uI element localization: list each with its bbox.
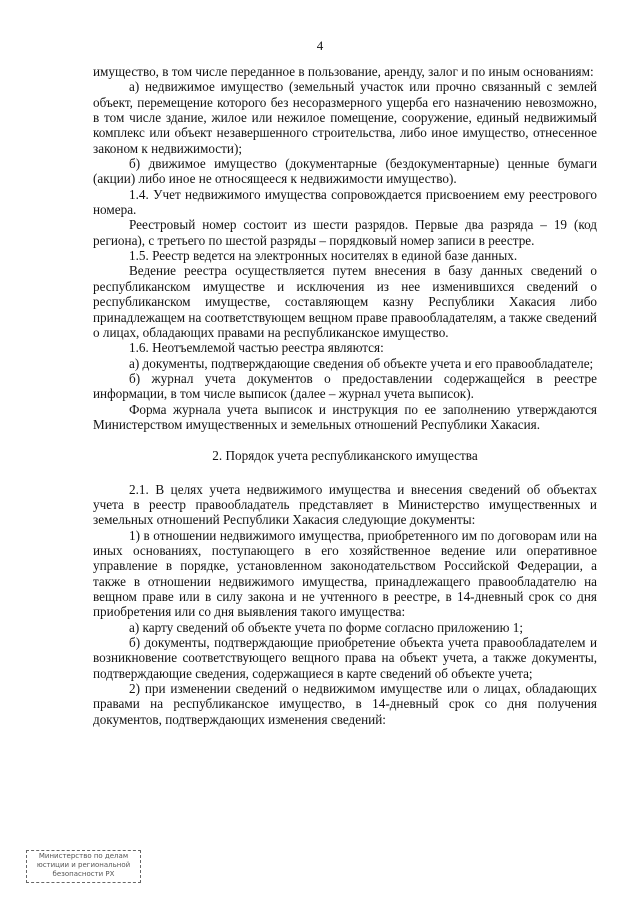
page-number: 4 — [316, 38, 324, 53]
stamp-line: юстиции и региональной — [36, 861, 131, 869]
paragraph: 1.6. Неотъемлемой частью реестра являются: — [129, 340, 384, 356]
paragraph: имущество, в том числе переданное в пользование, аренду, залог и по иным основаниям: — [93, 64, 594, 79]
paragraph: б) журнал учета документов о предоставлении содержащейся в реестре информации, в том числе выписок (далее – журнал учета выписок). — [93, 370, 597, 402]
paragraph: а) недвижимое имущество (земельный участок или прочно связанный с землей объект, перемещение которого без несоразмерного ущерба его назначению невозможно, в том числе здание, жилое или нежилое помещение, сооружение, единый недвижимый комплекс или объект незавершенного строительства, либо иное имущество, отнесенное законом к недвижимости); — [93, 79, 597, 156]
stamp-line: Министерство по делам — [38, 852, 129, 860]
paragraph: а) документы, подтверждающие сведения об объекте учета и его правообладателе; — [129, 355, 594, 371]
paragraph: б) документы, подтверждающие приобретение объекта учета правообладателем и возникновение соответствующего вещного права на объект учета, а также документы, подтверждающие сведения, содержащиеся в карте сведений об объекте учета; — [93, 635, 597, 681]
paragraph: Форма журнала учета выписок и инструкция по ее заполнению утверждаются Министерством имущественных и земельных отношений Республики Хакасия. — [93, 401, 597, 432]
paragraph: 2.1. В целях учета недвижимого имущества и внесения сведений об объектах учета в реестр правообладатель представляет в Министерство имущественных и земельных отношений Республики Хакасия следующие документы: — [93, 481, 597, 528]
registration-stamp — [26, 850, 141, 883]
paragraph: 2) при изменении сведений о недвижимом имуществе или о лицах, обладающих правами на республиканское имущество, в 14-дневный срок со дня получения документов, подтверждающих изменения сведений: — [93, 681, 597, 727]
paragraph: а) карту сведений об объекте учета по форме согласно приложению 1; — [129, 619, 524, 635]
paragraph: 1.5. Реестр ведется на электронных носителях в единой базе данных. — [129, 248, 518, 264]
paragraph: 1) в отношении недвижимого имущества, приобретенного им по договорам или на иных основаниях, поступающего в его хозяйственное ведение или оперативное управление в порядке, установленном законодательством Российской Федерации, а также в отношении недвижимого имущества, принадлежащего правообладателю на вещном праве или в силу закона и не учтенного в реестре, в 14-дневный срок со дня приобретения или со дня выявления такого имущества: — [93, 527, 597, 620]
paragraph: Ведение реестра осуществляется путем внесения в базу данных сведений о республиканском имуществе и исключения из нее изменившихся сведений о республиканском имуществе, составляющем казну Республики Хакасия либо принадлежащем на соответствующем вещном праве правообладателям, а также сведений о лицах, обладающих правами на республиканское имущество. — [93, 263, 597, 340]
paragraph: б) движимое имущество (документарные (бездокументарные) ценные бумаги (акции) либо иное не относящееся к недвижимости имущество). — [93, 156, 597, 187]
section-title: 2. Порядок учета республиканского имущества — [212, 448, 478, 464]
stamp-line: безопасности РХ — [52, 870, 115, 878]
document-body — [93, 64, 597, 727]
paragraph: Реестровый номер состоит из шести разрядов. Первые два разряда – 19 (код региона), с третьего по шестой разряды – порядковый номер записи в реестре. — [93, 217, 597, 248]
paragraph: 1.4. Учет недвижимого имущества сопровождается присвоением ему реестрового номера. — [93, 186, 597, 218]
